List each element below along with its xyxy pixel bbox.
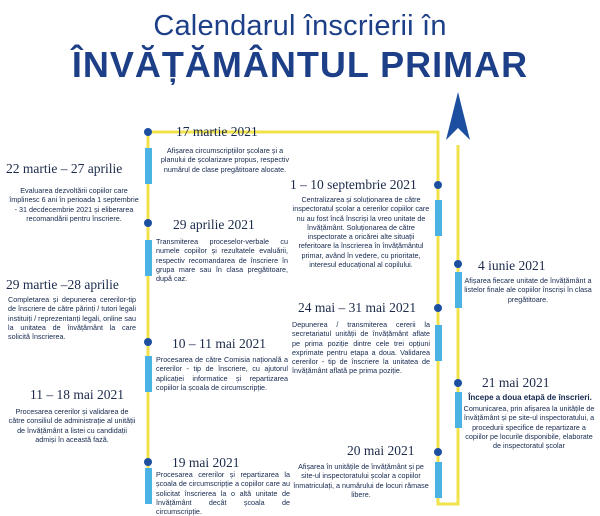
event-description: Depunerea / transmiterea cererii la secretariatul unității de învățământ aflate pe prima poziție dintre cele trei opțiuni exprimate pentru etapa a doua. Validarea cererilor - tip de înscriere la unitatea de învățământ aflată pe prima poziție.	[292, 320, 430, 376]
event-description: Afișarea în unitățile de învățământ și pe site-ul inspectoratului școlar a copiilor înmatriculați, a numărului de locuri rămase libere.	[293, 462, 429, 499]
accent-bar	[435, 462, 442, 498]
event-date: 20 mai 2021	[347, 443, 415, 458]
event-date: 29 aprilie 2021	[173, 217, 255, 232]
event-description: Evaluarea dezvoltării copiilor care împlinesc 6 ani în perioada 1 septembrie - 31 decdecembrie 2021 și eliberarea recomandării pentru înscriere.	[9, 186, 139, 223]
event-description: Centralizarea și soluționarea de către inspectoratul școlar a cererilor copiilor care nu au fost încă înscriși la vreo unitate de învățământ. Soluționarea de către inspectorate a oricărei alte situații referitoare la înscrierea în învățământul primar, având în vedere, cu prioritate, interesul educațional al copilului.	[292, 195, 430, 270]
event-date: 22 martie – 27 aprilie	[6, 161, 123, 176]
event-date: 19 mai 2021	[172, 455, 240, 470]
page-title-line2: ÎNVĂȚĂMÂNTUL PRIMAR	[71, 44, 529, 85]
timeline-dot	[144, 219, 152, 227]
event-description: Completarea și depunerea cererilor-tip de înscriere de către părinți / tutori legali instituiți / reprezentanți legali, online sau la unitatea de învățământ la care solicită înscrierea.	[8, 295, 136, 342]
event-description: Afișarea circumscripțiilor școlare și a planului de școlarizare propus, respectiv numărul de clase pregătitoare alocate.	[160, 146, 290, 174]
event-date: 11 – 18 mai 2021	[30, 387, 124, 402]
event-date: 10 – 11 mai 2021	[172, 336, 266, 351]
event-date: 1 – 10 septembrie 2021	[290, 177, 417, 192]
accent-bar	[145, 148, 152, 184]
event-description: Afișarea fiecare unitate de învățământ a listelor finale ale copiilor înscriși în clasa pregătitoare.	[464, 276, 592, 304]
event-description: Procesarea de către Comisia națională a cererilor - tip de înscriere, cu ajutorul aplicației informatice și repartizarea copiilor la școala de circumscripție.	[156, 355, 288, 392]
event-description: Comunicarea, prin afișarea la unitățile de învățământ și pe site-ul inspectoratului, a procedurii specifice de repartizare a copiilor pe locurile disponibile, elaborate de inspectoratul școlar	[463, 404, 595, 451]
event-description: Procesarea cererilor și validarea de către consiliul de administrație al unității de învățământ a listei cu candidații admiși în această fază.	[8, 407, 136, 444]
event-date: 21 mai 2021	[482, 375, 550, 390]
event-date: 29 martie –28 aprilie	[6, 277, 119, 292]
event-description: Procesarea cererilor și repartizarea la școala de circumscripție a copiilor care au solicitat înscrierea la o altă unitate de învățământ decât școala de circumscripție.	[156, 470, 290, 516]
event-date: 24 mai – 31 mai 2021	[298, 300, 417, 315]
timeline-dot	[434, 181, 442, 189]
accent-bar	[455, 392, 462, 428]
event-date: 17 martie 2021	[176, 124, 258, 139]
accent-bar	[455, 272, 462, 308]
timeline-dot	[454, 379, 462, 387]
timeline-dot	[454, 260, 462, 268]
timeline-dot	[144, 128, 152, 136]
timeline-dot	[144, 338, 152, 346]
event-description: Transmiterea proceselor-verbale cu numele copiilor și rezultatele evaluării, respectiv recomandarea de înscriere în grupa mare sau în clasa pregătitoare, după caz.	[156, 237, 288, 284]
timeline-dot	[144, 458, 152, 466]
event-date: 4 iunie 2021	[478, 258, 546, 273]
accent-bar	[435, 200, 442, 236]
page-title-line1: Calendarul înscrierii în	[153, 10, 447, 42]
timeline-dot	[434, 304, 442, 312]
accent-bar	[145, 468, 152, 504]
event-subtitle: Începe a doua etapă de înscrieri.	[468, 393, 592, 402]
accent-bar	[435, 325, 442, 361]
arrow-up-icon	[446, 92, 470, 140]
timeline-dot	[434, 448, 442, 456]
accent-bar	[145, 356, 152, 392]
accent-bar	[145, 240, 152, 276]
